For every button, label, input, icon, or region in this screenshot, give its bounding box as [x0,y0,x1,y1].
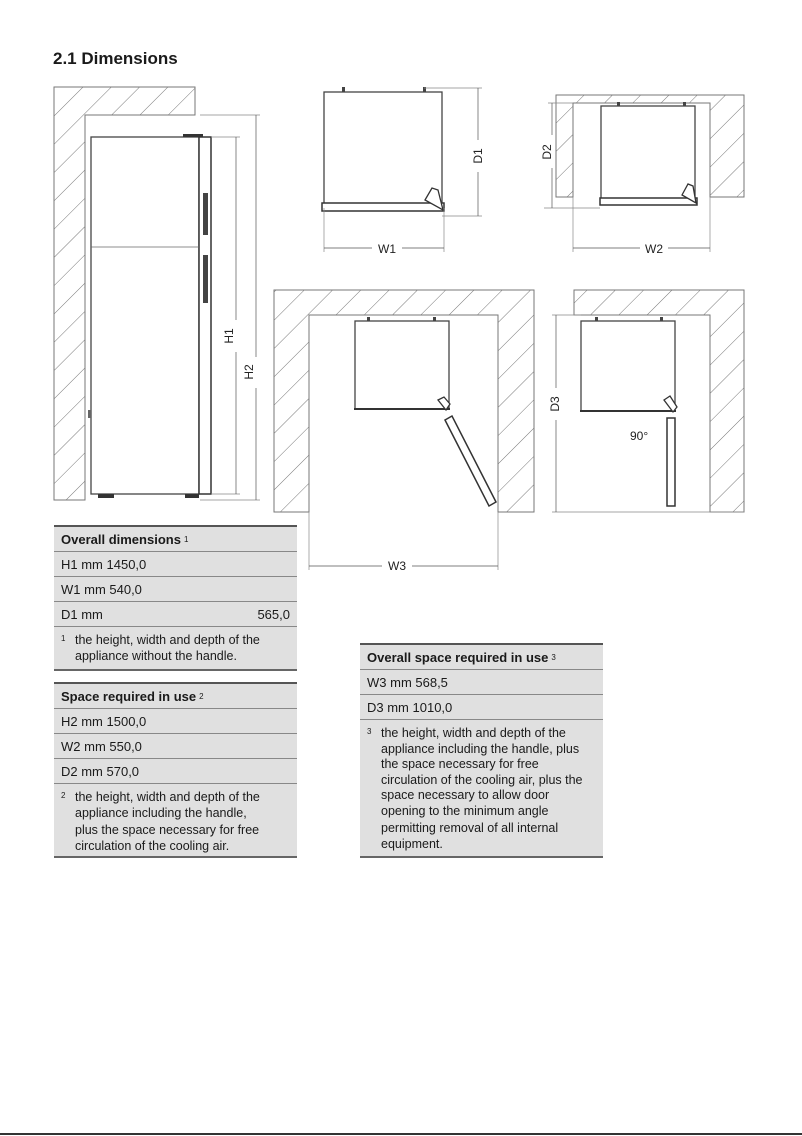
footnote-text: the height, width and depth of the appliance without the handle. [75,633,260,663]
footnote-number: 3 [367,727,372,736]
footnote-text: the height, width and depth of the appliance including the handle, [75,790,260,820]
table-row [360,695,603,720]
table-row [360,670,603,695]
table-row [54,734,297,759]
w1-label: W1 [378,242,396,256]
d1-label: D1 [471,148,485,164]
footnote-text-continued: plus the space necessary for free circulation of the cooling air. [75,823,260,853]
note-ref: 1 [183,534,189,544]
table-footnote [54,784,297,856]
note-ref: 2 [199,691,204,701]
table-row [54,602,297,627]
footnote-number: 2 [61,791,66,800]
w2-label: W2 [645,242,663,256]
row-label: D3 mm 1010,0 [367,699,453,715]
row-label: H1 mm 1450,0 [61,556,147,572]
table-title: Overall dimensions [61,531,181,547]
table-header [54,527,297,552]
niche-view-d3 [548,290,744,512]
row-label: W3 mm 568,5 [367,674,448,690]
top-view-w1-d1 [322,87,485,256]
row-label: W1 mm 540,0 [61,581,142,597]
h2-label: H2 [242,364,256,380]
w3-label: W3 [388,559,406,573]
table-title: Space required in use [61,688,197,704]
section-title: 2.1 Dimensions [53,49,178,68]
niche-view-w3 [274,290,534,573]
table-row [54,709,297,734]
table-footnote [54,627,297,669]
overall-dimensions-table [54,525,297,671]
row-label: D2 mm 570,0 [61,763,140,779]
table-row [54,552,297,577]
row-label: H2 mm 1500,0 [61,713,147,729]
note-ref: 3 [551,652,556,662]
table-header [360,645,603,670]
d2-label: D2 [540,144,554,160]
d3-label: D3 [548,396,562,412]
row-value: 565,0 [257,606,290,622]
footnote-text-continued: permitting removal of all internal equipment. [381,821,559,851]
table-footnote [360,720,603,856]
table-title: Overall space required in use [367,649,549,665]
door-angle-label: 90° [630,429,649,443]
page-bottom-rule [0,1133,802,1135]
row-label: W2 mm 550,0 [61,738,142,754]
h1-label: H1 [222,328,236,344]
footnote-text: the height, width and depth of the appliance including the handle, plus the space necessary for free circulation of the cooling air, plus the space necessary to allow door opening to the minimum angle [381,726,583,818]
footnote-number: 1 [61,634,66,643]
table-row [54,577,297,602]
front-view-diagram [54,87,260,500]
table-header [54,684,297,709]
space-required-table [54,682,297,858]
overall-space-table [360,643,603,858]
row-label: D1 mm [61,606,103,622]
table-row [54,759,297,784]
top-view-w2-d2 [540,95,744,256]
